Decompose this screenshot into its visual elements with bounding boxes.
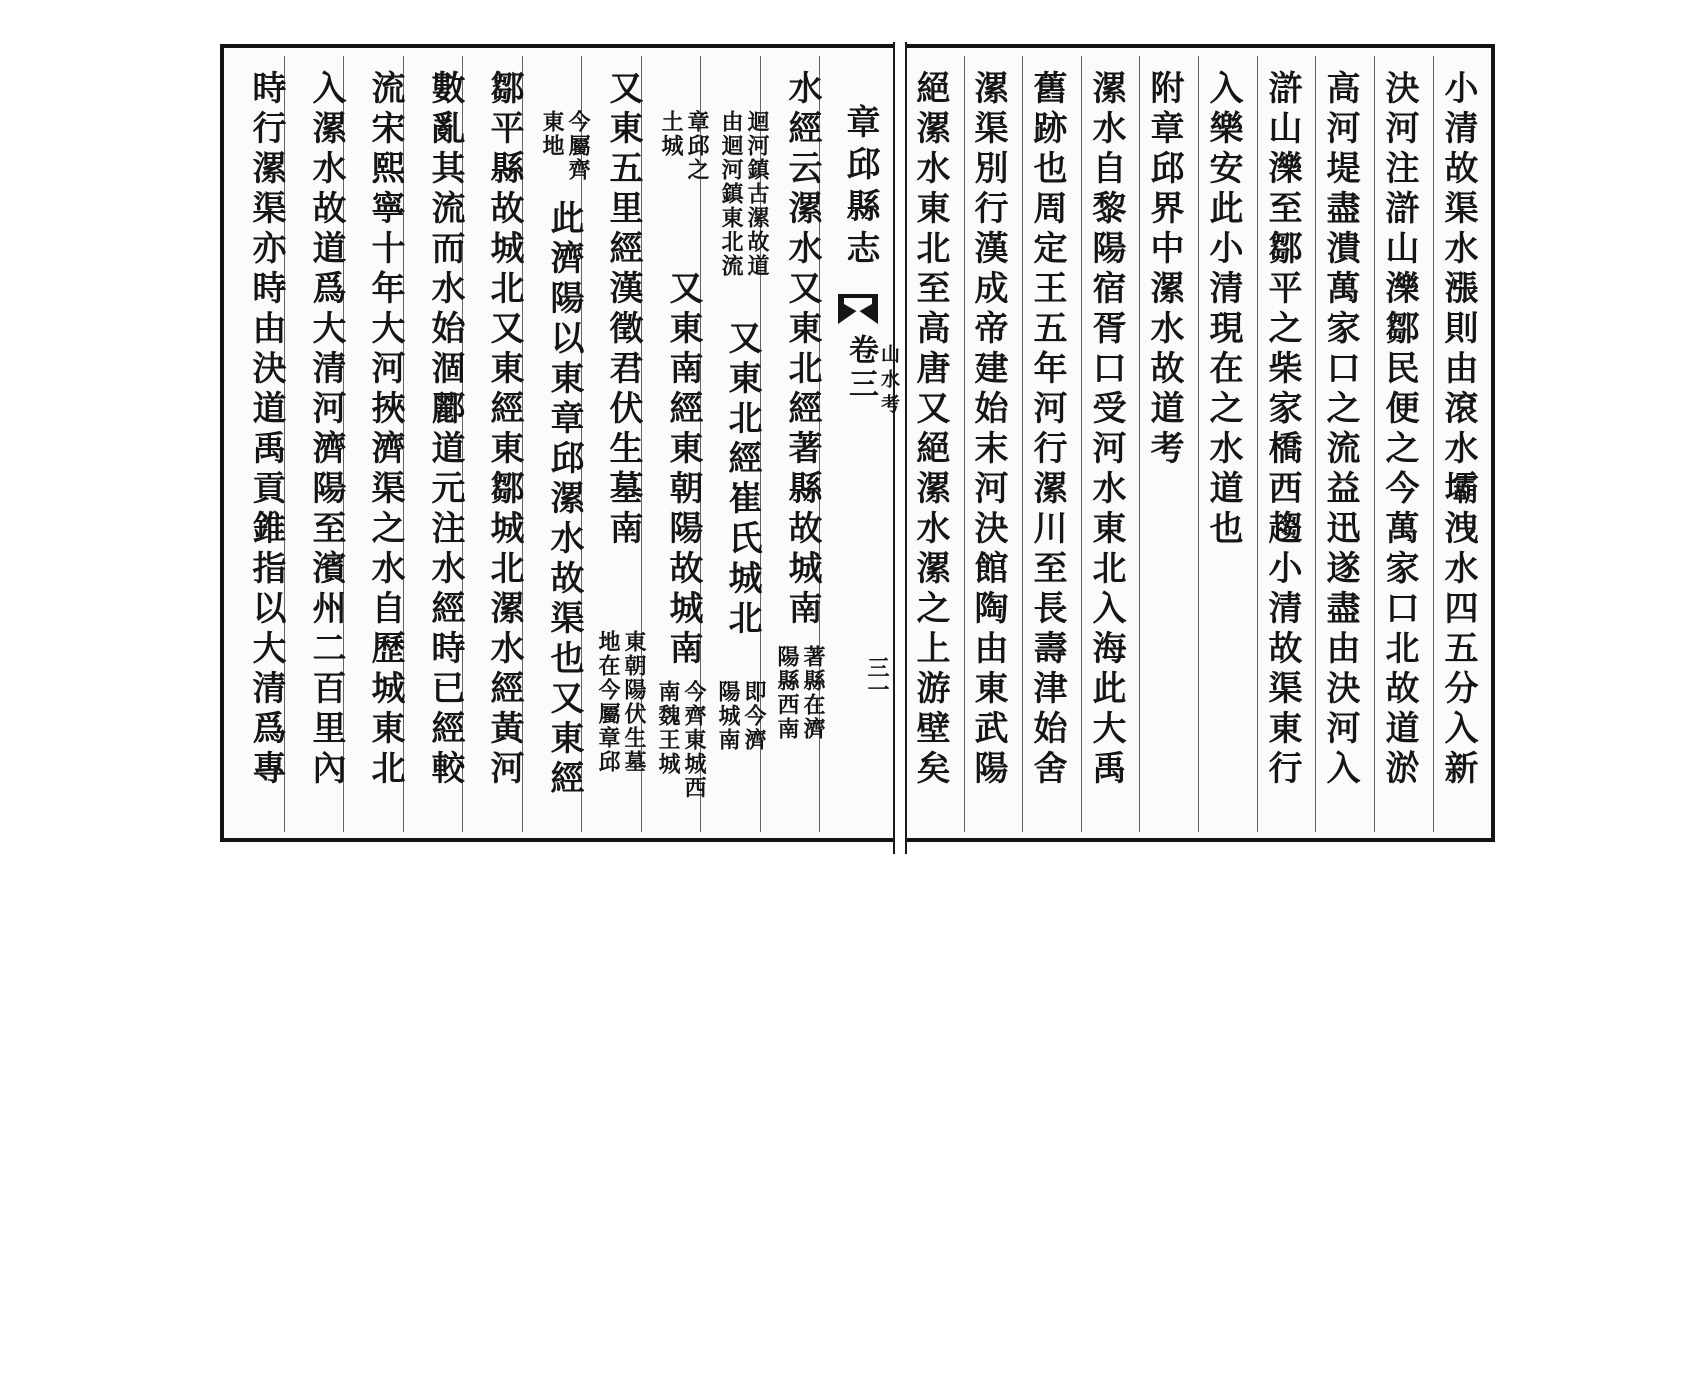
annotation-note: 東朝陽伏生墓 地在今屬章邱 [595, 630, 647, 774]
book-center-strip [828, 44, 900, 842]
page-fold-gap [893, 42, 907, 854]
fishtail-ornament-icon [836, 292, 880, 326]
text-column: 又東五里經漢徵君伏生墓南 [603, 70, 643, 550]
book-title: 章邱縣志 [840, 104, 880, 272]
text-column: 高河堤盡潰萬家口之流益迅遂盡由決河入 [1320, 70, 1360, 790]
page-number: 三一 [864, 656, 890, 700]
text-column: 水經云漯水又東北經著縣故城南 [782, 70, 822, 630]
text-column: 入漯水故道爲大清河濟陽至濱州二百里內 [306, 70, 346, 790]
text-column: 鄒平縣故城北又東經東鄒城北漯水經黃河 [484, 70, 524, 790]
text-column: 小清故渠水漲則由滾水壩洩水四五分入新 [1438, 70, 1478, 790]
annotation-note: 今屬齊 東地 [539, 110, 591, 182]
annotation-note: 即今濟 陽城南 [715, 680, 767, 752]
text-column: 舊跡也周定王五年河行漯川至長壽津始舍 [1027, 70, 1067, 790]
text-column: 數亂其流而水始涸酈道元注水經時已經較 [425, 70, 465, 790]
text-column: 決河注滸山濼鄒民便之今萬家口北故道淤 [1379, 70, 1419, 790]
section-label: 山水考 [878, 344, 900, 419]
text-column: 入樂安此小清現在之水道也 [1203, 70, 1243, 550]
annotation-note: 章邱之 土城 [658, 110, 710, 182]
text-column: 滸山濼至鄒平之柴家橋西趨小清故渠東行 [1262, 70, 1302, 790]
annotation-note: 著縣在濟 陽縣西南 [774, 645, 826, 741]
text-column: 漯水自黎陽宿胥口受河水東北入海此大禹 [1086, 70, 1126, 790]
annotation-note: 今齊東城西 南魏王城 [655, 680, 707, 800]
text-column: 絕漯水東北至高唐又絕漯水漯之上游壁矣 [910, 70, 950, 790]
text-column: 此濟陽以東章邱漯水故渠也又東經 [544, 200, 584, 800]
fold-rule-left [893, 42, 895, 854]
text-column: 又東北經崔氏城北 [722, 320, 762, 640]
text-column: 漯渠別行漢成帝建始末河決館陶由東武陽 [968, 70, 1008, 790]
text-column: 流宋熙寧十年大河挾濟渠之水自歷城東北 [365, 70, 405, 790]
annotation-note: 迴河鎮古漯故道 由迴河鎮東北流 [718, 110, 770, 278]
text-column: 附章邱界中漯水故道考 [1144, 70, 1184, 470]
text-column: 又東南經東朝陽故城南 [663, 270, 703, 670]
volume-label: 卷三 [843, 334, 878, 402]
text-column: 時行漯渠亦時由決道禹貢錐指以大清爲專 [246, 70, 286, 790]
